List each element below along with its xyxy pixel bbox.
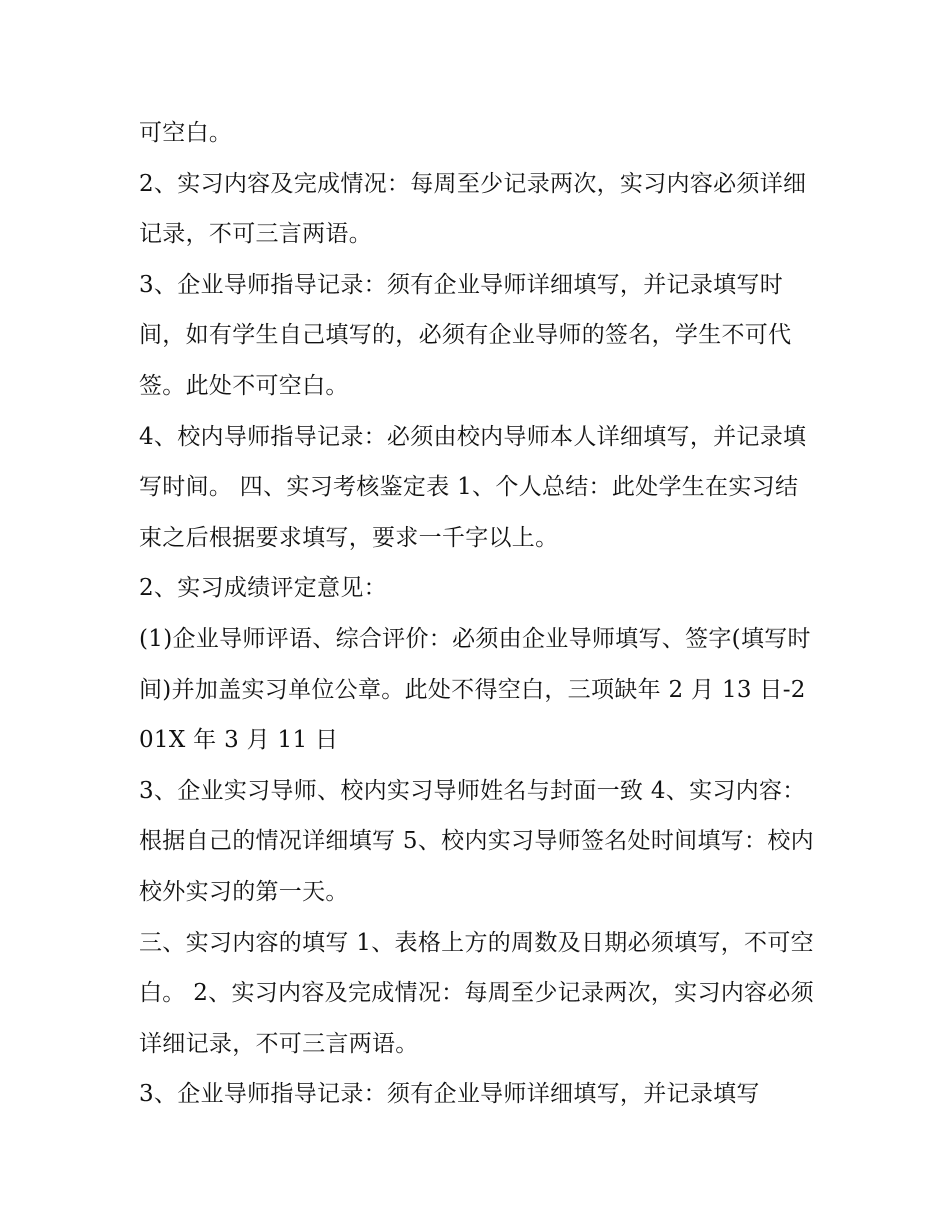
paragraph: (1)企业导师评语、综合评价：必须由企业导师填写、签字(填写时间)并加盖实习单位公章。此处不得空白，三项缺年 2 月 13 日-201X 年 3 月 11 日 [139, 625, 811, 754]
paragraph: 4、校内导师指导记录：必须由校内导师本人详细填写，并记录填写时间。 四、实习考核鉴定表 1、个人总结：此处学生在实习结束之后根据要求填写，要求一千字以上。 [139, 423, 807, 551]
paragraph: 3、企业导师指导记录：须有企业导师详细填写，并记录填写 [139, 1081, 760, 1108]
paragraph: 可空白。 [139, 120, 233, 146]
paragraph: 2、实习成绩评定意见： [139, 575, 387, 602]
paragraph: 三、实习内容的填写 1、表格上方的周数及日期必须填写，不可空白。 2、实习内容及完成情况：每周至少记录两次，实习内容必须详细记录，不可三言两语。 [139, 929, 814, 1057]
paragraph: 2、实习内容及完成情况：每周至少记录两次，实习内容必须详细记录，不可三言两语。 [139, 170, 807, 248]
document-body [139, 108, 815, 1120]
paragraph: 3、企业导师指导记录：须有企业导师详细填写，并记录填写时间，如有学生自己填写的，必须有企业导师的签名，学生不可代签。此处不可空白。 [139, 271, 792, 399]
paragraph: 3、企业实习导师、校内实习导师姓名与封面一致 4、实习内容：根据自己的情况详细填写 5、校内实习导师签名处时间填写：校内校外实习的第一天。 [139, 777, 814, 905]
